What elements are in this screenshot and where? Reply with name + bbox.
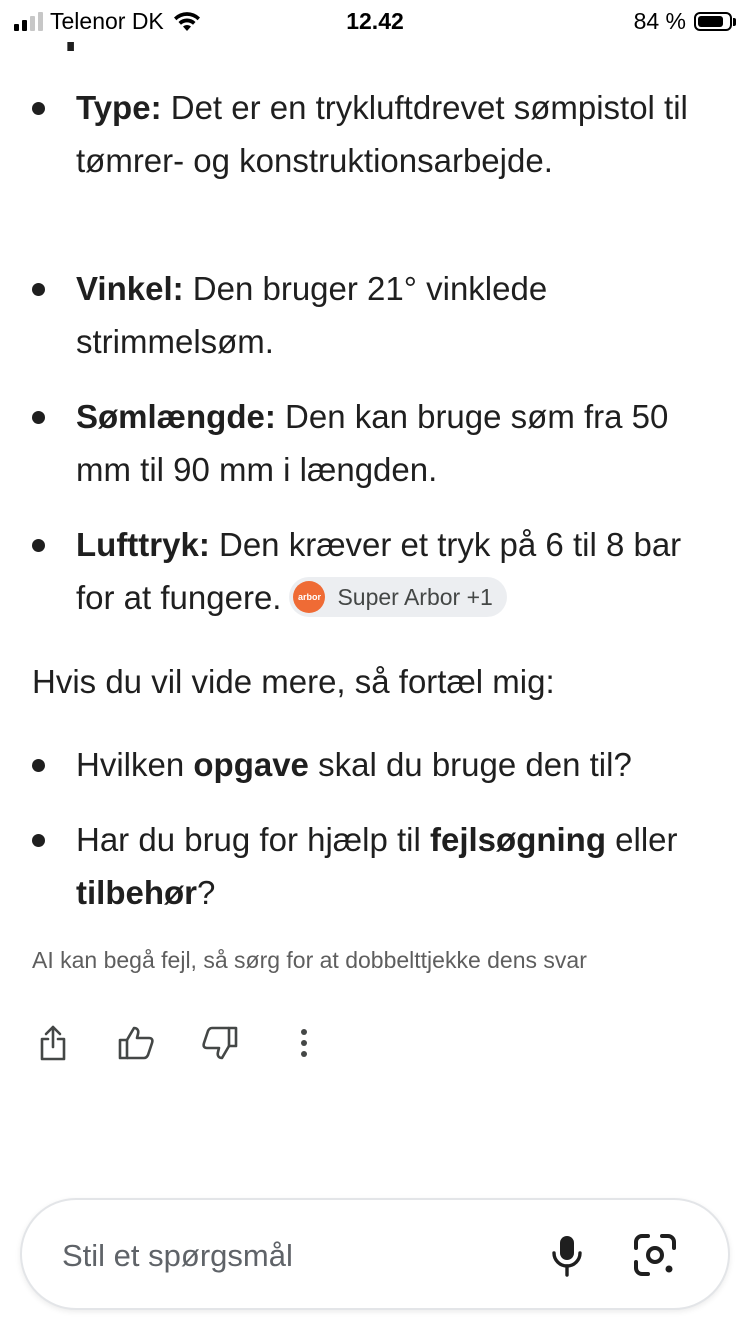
more-vertical-icon (299, 1028, 309, 1058)
followup-bold: opgave (193, 746, 309, 783)
prompt-bar (20, 1198, 730, 1310)
list-item (30, 518, 720, 624)
battery-percent: 84 % (633, 8, 686, 34)
followup-intro: Hvis du vil vide mere, så fortæl mig: (32, 663, 555, 700)
status-right (634, 8, 736, 35)
microphone-icon (550, 1234, 584, 1278)
microphone-button[interactable] (550, 1234, 584, 1283)
list-item (30, 813, 720, 919)
thumbs-up-icon (117, 1025, 155, 1061)
followup-text: Hvilken (76, 746, 194, 783)
status-bar (0, 0, 750, 42)
spec-text: Den kræver et tryk på 6 til 8 bar for at fungere. (76, 526, 682, 616)
thumbs-up-button[interactable] (113, 1020, 159, 1066)
followup-bold: fejlsøgning (430, 821, 606, 858)
spec-label: Vinkel: (76, 270, 184, 307)
followup-text: skal du bruge den til? (308, 746, 632, 783)
source-logo: arbor (293, 581, 325, 613)
clock: 12.42 (346, 8, 404, 34)
more-options-button[interactable] (281, 1020, 327, 1066)
carrier-name: Telenor DK (50, 8, 164, 34)
share-button[interactable] (30, 1020, 76, 1066)
list-item (30, 81, 720, 187)
lens-button[interactable] (632, 1232, 678, 1283)
source-chip[interactable] (289, 577, 506, 617)
spec-text: Den kan bruge søm fra 50 mm til 90 mm i længden. (76, 398, 669, 488)
followup-text: Har du brug for hjælp til (76, 821, 430, 858)
followup-text: eller (606, 821, 678, 858)
response-actions (0, 1020, 750, 1070)
camera-lens-icon (632, 1232, 678, 1278)
list-item (30, 390, 720, 496)
followup-text: ? (197, 874, 216, 911)
battery-tip (733, 18, 736, 26)
spec-label: Lufttryk: (76, 526, 210, 563)
battery-icon (694, 12, 732, 31)
source-chip-label: Super Arbor +1 (337, 584, 493, 611)
prompt-input[interactable] (60, 1230, 504, 1282)
spec-text: Det er en trykluftdrevet sømpistol til tømrer- og konstruktionsarbejde. (76, 89, 688, 179)
share-icon (38, 1024, 68, 1062)
list-item (30, 738, 720, 791)
thumbs-down-button[interactable] (197, 1020, 243, 1066)
spec-label: Sømlængde: (76, 398, 276, 435)
ai-disclaimer: AI kan begå fejl, så sørg for at dobbelttjekke dens svar (32, 947, 587, 973)
thumbs-down-icon (201, 1025, 239, 1061)
followup-bold: tilbehør (76, 874, 197, 911)
list-item (30, 262, 720, 368)
spec-text: Den bruger 21° vinklede strimmelsøm. (76, 270, 548, 360)
spec-label: Type: (76, 89, 162, 126)
